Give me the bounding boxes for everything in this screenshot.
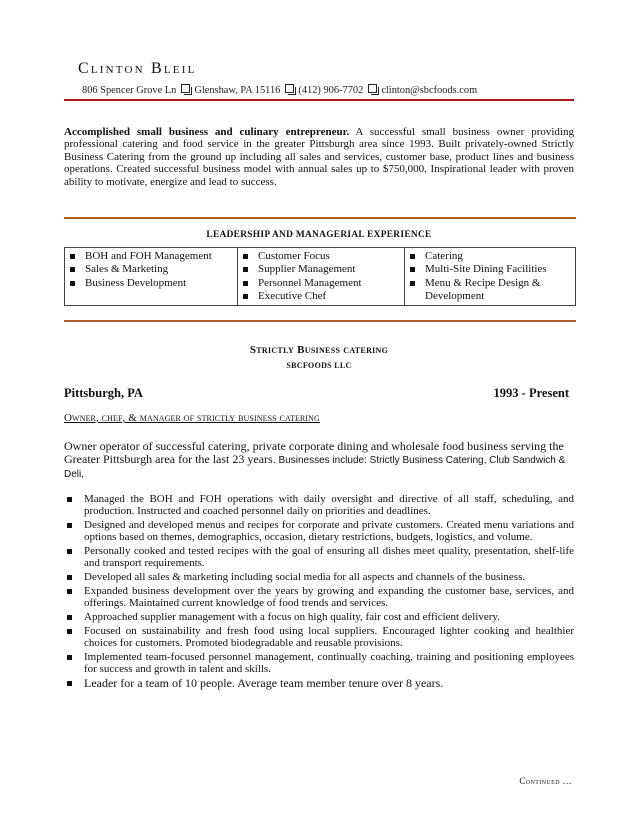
employer-name: Strictly Business catering bbox=[249, 344, 389, 356]
job-description-note: Businesses include: Strictly Business Catering, Club Sandwich & Deli, bbox=[64, 455, 566, 480]
achievement-item: Implemented team-focused personnel management, continually coaching, training and positioning employees for success and growth in talent and skills. bbox=[64, 651, 574, 675]
achievement-list bbox=[64, 493, 574, 692]
employer-subtitle: SBCFOODS LLC bbox=[286, 361, 352, 370]
address: 806 Spencer Grove Ln bbox=[82, 85, 177, 96]
achievement-item: Expanded business development over the years by growing and expanding the customer base, services, and offerings. Maintained current knowledge of food trends and services. bbox=[64, 585, 574, 609]
competency-item: Supplier Management bbox=[242, 263, 402, 276]
email[interactable]: clinton@sbcfoods.com bbox=[381, 85, 478, 96]
competency-item: Menu & Recipe Design & Development bbox=[409, 277, 573, 304]
header-rule bbox=[64, 99, 574, 101]
achievement-item: Designed and developed menus and recipes for corporate and private customers. Created menu variations and options based on themes, demographics, occasion, dietary restrictions, budgets, logistics, and volume. bbox=[64, 519, 574, 543]
competencies-column bbox=[405, 248, 576, 306]
job-title: Owner, chef, & manager of strictly business catering bbox=[64, 412, 320, 424]
box-icon bbox=[181, 84, 190, 93]
competencies-heading: LEADERSHIP AND MANAGERIAL EXPERIENCE bbox=[206, 230, 432, 240]
section-rule-top bbox=[64, 217, 576, 219]
competency-item: Business Development bbox=[69, 277, 235, 290]
competency-item: Customer Focus bbox=[242, 250, 402, 263]
achievement-item: Developed all sales & marketing including social media for all aspects and channels of the business. bbox=[64, 571, 574, 583]
competency-item: BOH and FOH Management bbox=[69, 250, 235, 263]
job-description-text: Owner operator of successful catering, private corporate dining and wholesale food business serving the Greater Pittsburgh area for the last 23 years. bbox=[64, 439, 564, 466]
continued-label: Continued … bbox=[519, 776, 572, 786]
competencies-column bbox=[238, 248, 405, 306]
competency-item: Catering bbox=[409, 250, 573, 263]
summary-paragraph bbox=[64, 126, 574, 188]
achievement-item: Leader for a team of 10 people. Average team member tenure over 8 years. bbox=[64, 677, 574, 690]
summary-body: A successful small business owner providing professional catering and food service in the greater Pittsburgh area since 1993. Built privately-owned Strictly Business Catering from the ground up including all sales and services, customer base, product lines and business operations. Created successful business model with annual sales up to $750,000. Inspirational leader with proven ability to motivate, energize and lead to success. bbox=[64, 126, 574, 188]
contact-line bbox=[82, 84, 477, 96]
competency-item: Sales & Marketing bbox=[69, 263, 235, 276]
candidate-name: Clinton Bleil bbox=[78, 60, 197, 77]
competency-item: Personnel Management bbox=[242, 277, 402, 290]
box-icon bbox=[368, 84, 377, 93]
section-rule-bottom bbox=[64, 320, 576, 322]
achievement-item: Approached supplier management with a focus on high quality, fair cost and efficient delivery. bbox=[64, 611, 574, 623]
achievement-item: Managed the BOH and FOH operations with daily oversight and directive of all staff, scheduling, and production. Instructed and coached personnel daily on priorities and deadlines. bbox=[64, 493, 574, 517]
job-location: Pittsburgh, PA bbox=[64, 386, 143, 400]
city: Glenshaw, PA 15116 bbox=[194, 85, 281, 96]
job-description bbox=[64, 440, 584, 481]
competency-item: Multi-Site Dining Facilities bbox=[409, 263, 573, 276]
competencies-column bbox=[65, 248, 238, 306]
phone: (412) 906-7702 bbox=[298, 85, 364, 96]
summary-lead: Accomplished small business and culinary entrepreneur. bbox=[64, 126, 350, 138]
competencies-table bbox=[64, 247, 576, 306]
box-icon bbox=[285, 84, 294, 93]
achievement-item: Personally cooked and tested recipes with the goal of ensuring all dishes meet quality, presentation, shelf-life and transport requirements. bbox=[64, 545, 574, 569]
job-dates: 1993 - Present bbox=[493, 386, 569, 400]
competency-item: Executive Chef bbox=[242, 290, 402, 303]
achievement-item: Focused on sustainability and fresh food using local suppliers. Encouraged lighter cooking and healthier choices for customers. Promoted biodegradable and reusable provisions. bbox=[64, 625, 574, 649]
